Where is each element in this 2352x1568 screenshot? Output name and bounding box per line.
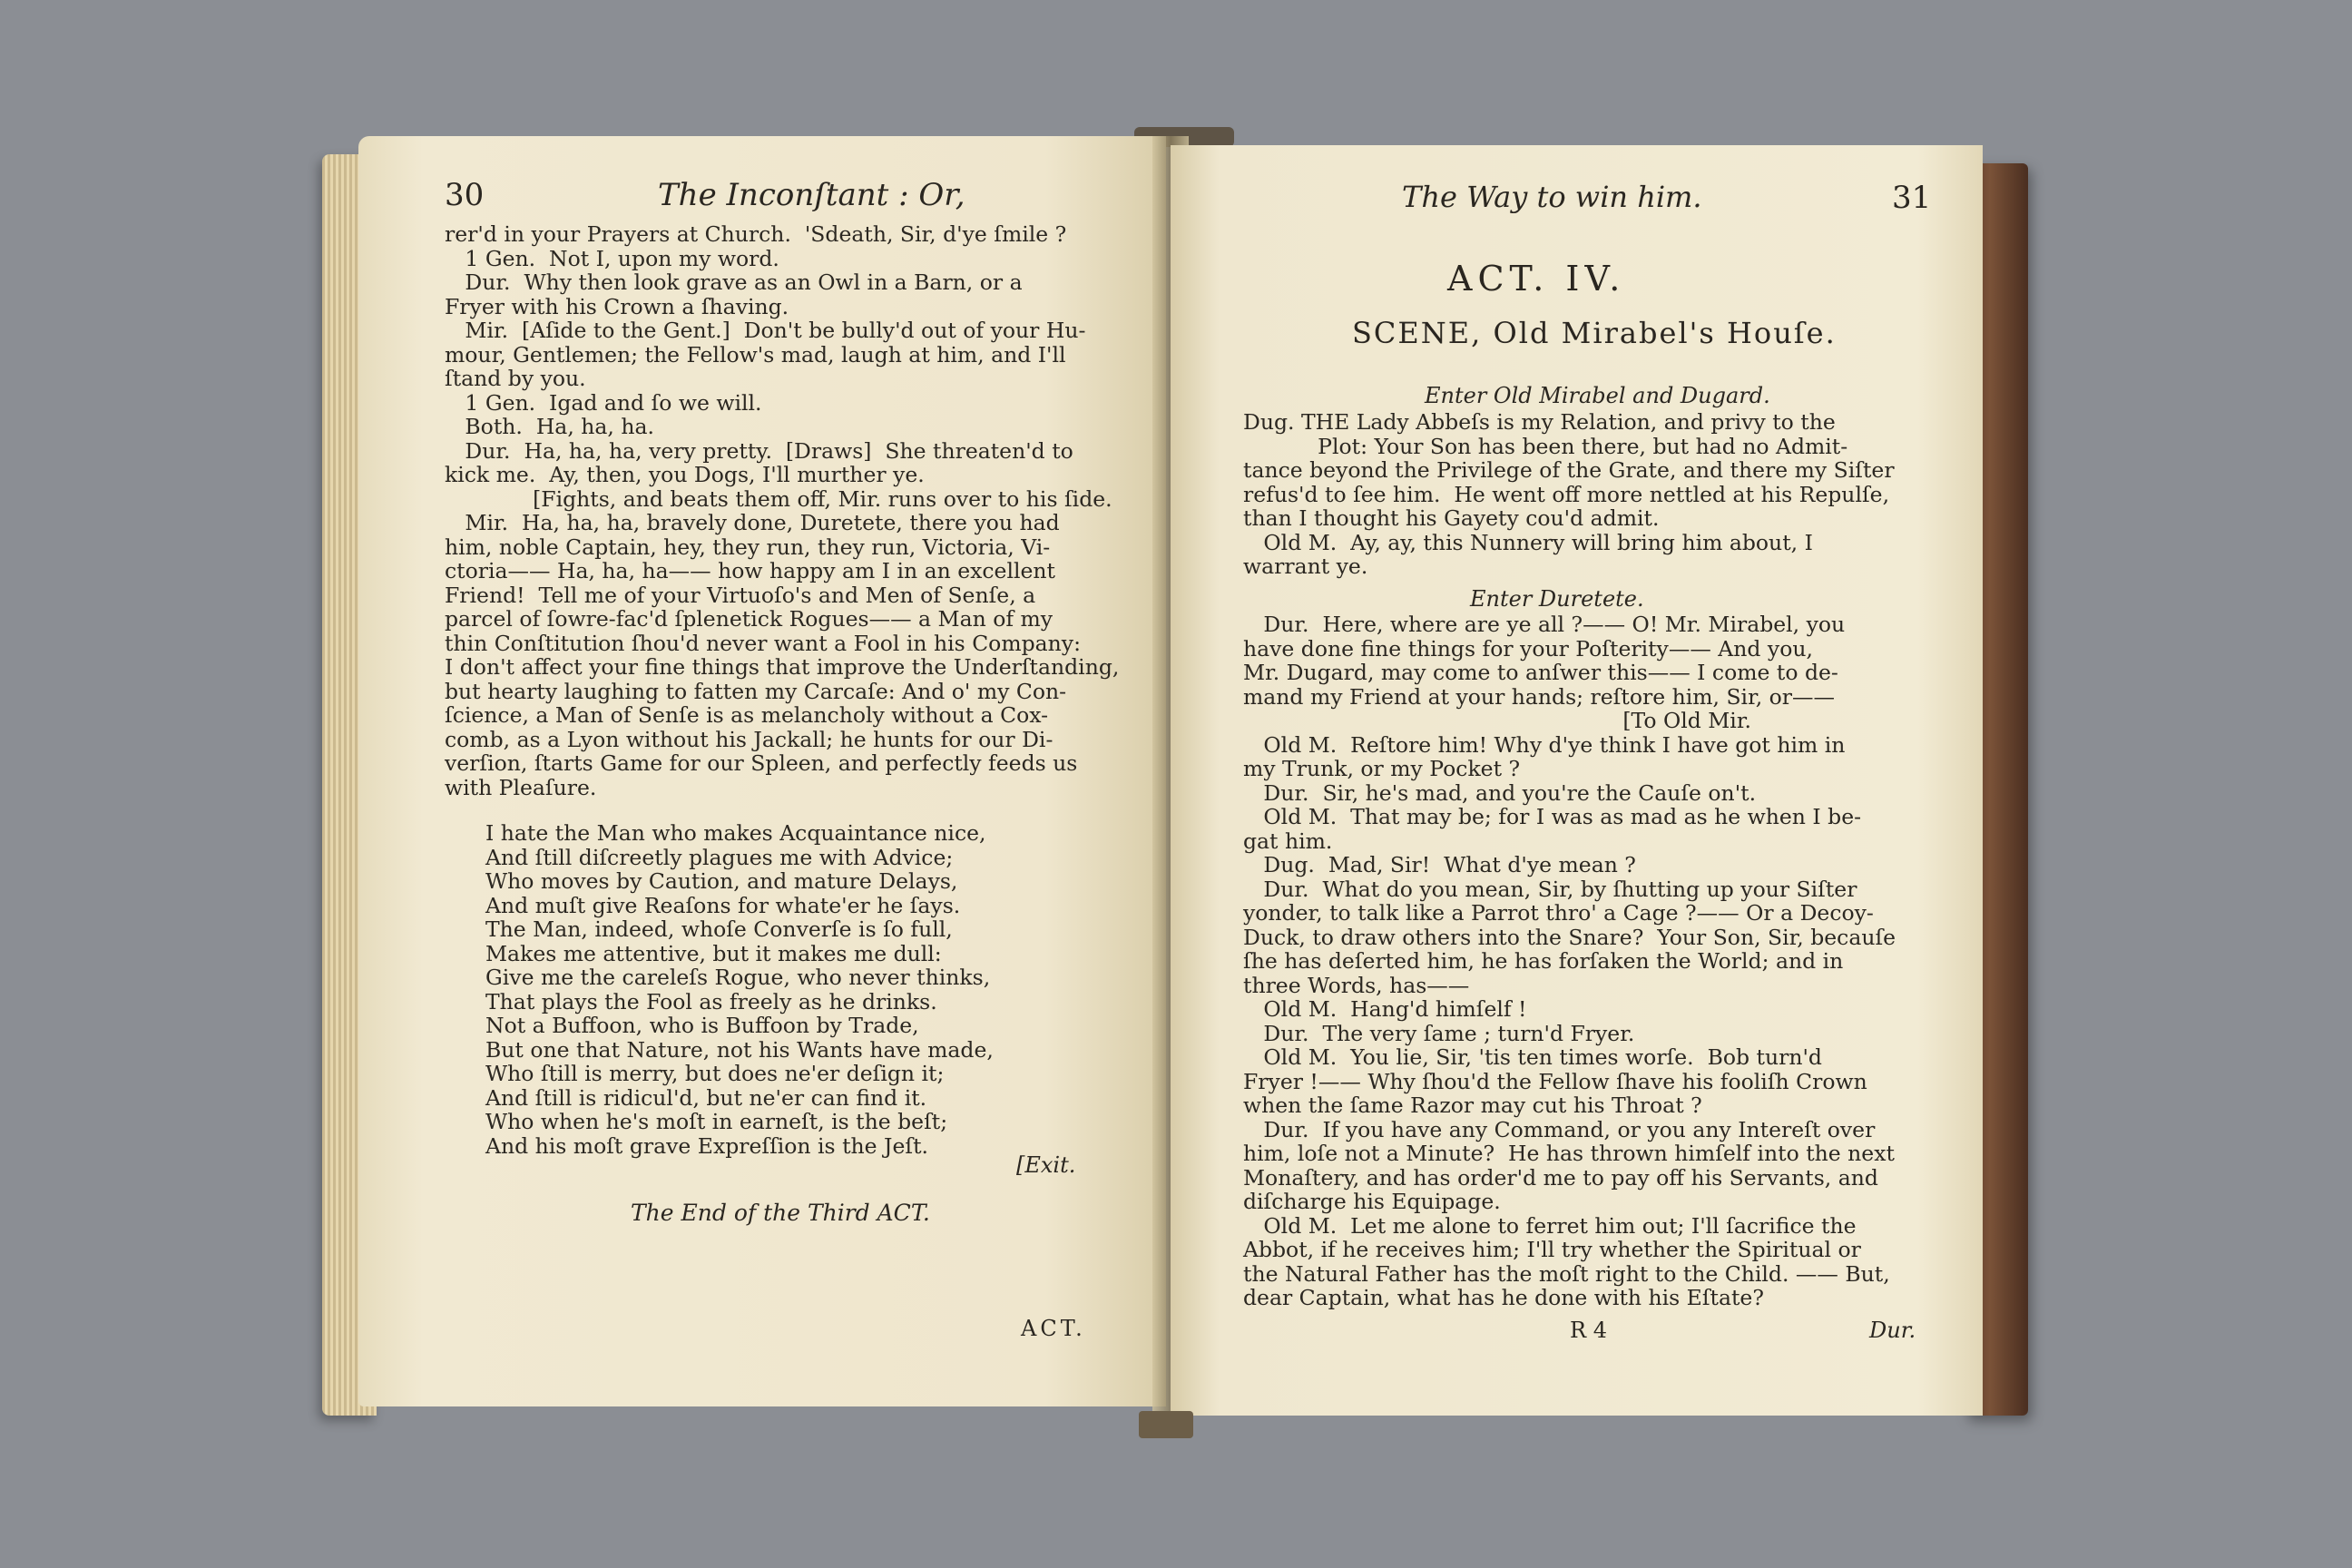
text-line: Old M. Reſtore him! Why d'ye think I have got him in [1243,731,1846,758]
text-line: parcel of ſowre-fac'd ſplenetick Rogues—— a Man of my [445,606,1054,632]
text-line: warrant ye. [1243,554,1368,579]
text-line: But one that Nature, not his Wants have made, [485,1036,994,1063]
text-line: Dur. Here, where are ye all ?—— O! Mr. Mirabel, you [1243,612,1846,637]
text-line: That plays the Fool as freely as he drinks. [485,988,937,1014]
text-line: mand my Friend at your hands; reſtore him, Sir, or—— [1243,683,1836,710]
text-line: Makes me attentive, but it makes me dull: [485,940,942,966]
text-line: dear Captain, what has he done with his Eſtate? [1243,1285,1764,1310]
text-line: Old M. Let me alone to ferret him out; I'll ſacrifice the [1243,1212,1857,1239]
running-head: The Way to win him. [1402,180,1702,214]
text-line: diſcharge his Equipage. [1243,1189,1501,1214]
text-line: Dur. What do you mean, Sir, by ſhutting up your Siſter [1243,876,1857,902]
catchword: ACT. [1021,1316,1086,1341]
text-line: my Trunk, or my Pocket ? [1243,756,1521,781]
text-line: I hate the Man who makes Acquaintance nice, [485,820,986,846]
text-line: Who when he's moſt in earneſt, is the beſt; [485,1109,948,1134]
text-line: kick me. Ay, then, you Dogs, I'll murther ye. [445,462,925,487]
text-line: but hearty laughing to fatten my Carcaſe: And o' my Con- [445,678,1067,704]
text-line: The Man, indeed, whoſe Converſe is ſo full, [485,916,953,942]
text-line: Both. Ha, ha, ha. [445,414,654,439]
text-line: Mr. Dugard, may come to anſwer this—— I come to de- [1243,660,1838,685]
exit-direction: [Exit. [1016,1152,1076,1178]
text-line: Old M. Hang'd himſelf ! [1243,996,1527,1022]
text-line: Dur. The very ſame ; turn'd Fryer. [1243,1020,1635,1046]
text-line: three Words, has—— [1243,972,1470,998]
binding-bottom [1139,1411,1193,1438]
signature-mark: R 4 [1570,1318,1607,1343]
page-number: 30 [445,177,485,213]
text-line: Old M. Ay, ay, this Nunnery will bring him about, I [1243,529,1813,555]
running-head: The Inconſtant : Or, [658,177,965,213]
text-line: Dur. Ha, ha, ha, very pretty. [Draws] She threaten'd to [445,437,1073,464]
dialogue-block [1243,612,1896,1310]
text-line: Dug. THE Lady Abbeſs is my Relation, and privy to the [1243,409,1836,435]
text-line: when the ſame Razor may cut his Throat ? [1243,1093,1702,1118]
text-line: gat him. [1243,828,1333,854]
text-line: ſtand by you. [445,366,586,391]
text-line: Dur. Sir, he's mad, and you're the Cauſe on't. [1243,779,1757,806]
text-line: rer'd in your Prayers at Church. 'Sdeath, Sir, d'ye ſmile ? [445,221,1067,247]
text-line: Dur. If you have any Command, or you any Intereſt over [1243,1116,1876,1142]
text-line: Monaſtery, and has order'd me to pay off his Servants, and [1243,1164,1878,1191]
dialogue-block [445,222,1119,799]
text-line: [To Old Mir. [1243,708,1751,733]
text-line: Dug. Mad, Sir! What d'ye mean ? [1243,852,1636,877]
text-line: ſcience, a Man of Senſe is as melancholy without a Cox- [445,702,1049,728]
act-title: ACT. IV. [1447,259,1626,299]
text-line: Friend! Tell me of your Virtuoſo's and Men of Senſe, a [445,582,1036,608]
text-line: Duck, to draw others into the Snare? Your Son, Sir, becauſe [1243,924,1896,950]
text-line: the Natural Father has the moſt right to the Child. —— But, [1243,1260,1890,1287]
text-line: refus'd to ſee him. He went off more nettled at his Repulſe, [1243,481,1890,507]
text-line: than I thought his Gayety cou'd admit. [1243,505,1660,531]
text-line: Who moves by Caution, and mature Delays, [485,868,958,894]
dialogue-block [1243,410,1895,579]
text-line: have done fine things for your Poſterity—— And you, [1243,635,1813,662]
text-line: Not a Buffoon, who is Buffoon by Trade, [485,1013,919,1038]
text-line: him, noble Captain, hey, they run, they run, Victoria, Vi- [445,534,1051,560]
text-line: thin Conſtitution ſhou'd never want a Fool in his Company: [445,630,1081,656]
text-line: Abbot, if he receives him; I'll try whether the Spiritual or [1243,1237,1861,1262]
text-line: 1 Gen. Not I, upon my word. [445,245,779,271]
text-line: verſion, ſtarts Game for our Spleen, and perfectly feeds us [445,750,1078,776]
text-line: Mir. Ha, ha, ha, bravely done, Duretete, there you had [445,510,1060,535]
text-line: Old M. That may be; for I was as mad as he when I be- [1243,804,1862,829]
text-line: And his moſt grave Expreſſion is the Jeſt. [485,1132,928,1159]
text-line: Fryer !—— Why ſhou'd the Fellow ſhave his fooliſh Crown [1243,1068,1867,1094]
text-line: yonder, to talk like a Parrot thro' a Cage ?—— Or a Decoy- [1243,900,1874,926]
text-line: Mir. [Aſide to the Gent.] Don't be bully'd out of your Hu- [445,318,1086,343]
verse-block [485,821,994,1158]
text-line: Fryer with his Crown a ſhaving. [445,293,789,319]
text-line: mour, Gentlemen; the Fellow's mad, laugh at him, and I'll [445,341,1066,368]
text-line: Dur. Why then look grave as an Owl in a Barn, or a [445,270,1023,295]
text-line: And ſtill is ridicul'd, but ne'er can find it. [485,1084,927,1111]
text-line: comb, as a Lyon without his Jackall; he hunts for our Di- [445,726,1054,752]
text-line: ſhe has deſerted him, he has forſaken the World; and in [1243,948,1844,974]
text-line: him, loſe not a Minute? He has thrown himſelf into the next [1243,1141,1895,1166]
text-line: with Pleaſure. [445,774,597,800]
scene-title: SCENE, Old Mirabel's Houſe. [1352,316,1837,350]
text-line: I don't affect your fine things that improve the Underſtanding, [445,654,1120,680]
text-line: Who ſtill is merry, but does ne'er deſign it; [485,1061,945,1086]
open-book [322,127,2046,1434]
text-line: Give me the careleſs Rogue, who never thinks, [485,965,991,990]
text-line: ctoria—— Ha, ha, ha—— how happy am I in an excellent [445,558,1055,583]
stage-direction: Enter Old Mirabel and Dugard. [1425,383,1770,408]
page-number: 31 [1892,180,1932,216]
text-line: Old M. You lie, Sir, 'tis ten times worſe. Bob turn'd [1243,1044,1822,1070]
right-page [1171,145,1983,1416]
text-line: 1 Gen. Igad and ſo we will. [445,389,762,416]
left-page [358,136,1166,1406]
text-line: Plot: Your Son has been there, but had no Admit- [1243,433,1848,459]
stage-direction: Enter Duretete. [1470,586,1644,612]
catchword: Dur. [1869,1318,1916,1343]
text-line: And ſtill diſcreetly plagues me with Advice; [485,844,954,870]
text-line: tance beyond the Privilege of the Grate, and there my Siſter [1243,457,1895,483]
end-note: The End of the Third ACT. [631,1200,930,1226]
text-line: And muſt give Reaſons for whate'er he ſays. [485,892,961,918]
text-line: [Fights, and beats them off, Mir. runs over to his ſide. [445,485,1112,512]
